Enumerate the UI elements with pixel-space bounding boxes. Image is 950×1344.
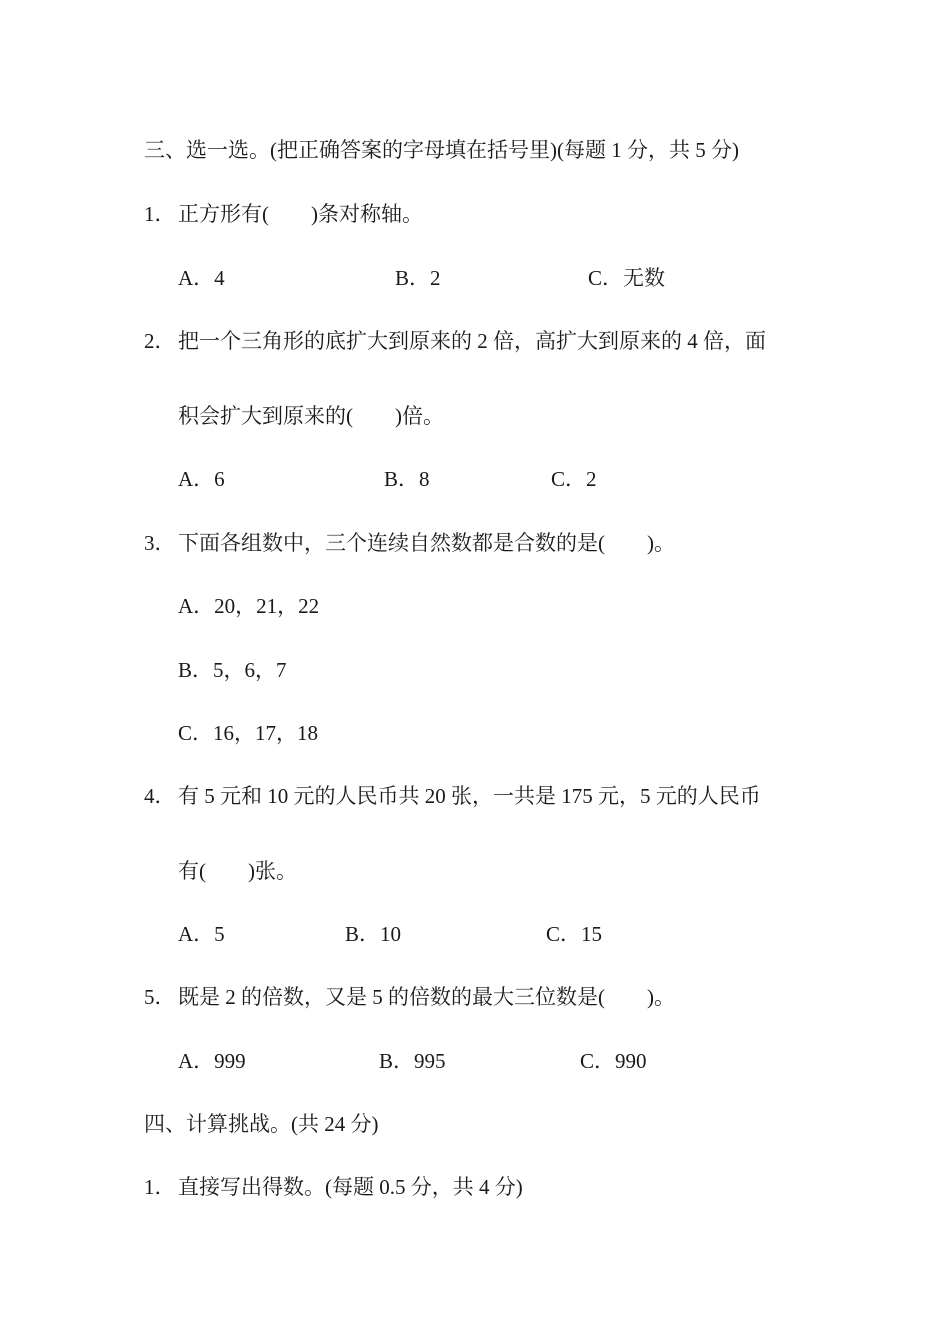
question-3 [144,529,675,557]
question-number: 4． [144,784,176,808]
question-number: 3． [144,531,176,555]
q5-option-b: B．995 [379,1049,446,1073]
section-3-title: 三、选一选。(把正确答案的字母填在括号里)(每题 1 分，共 5 分) [144,138,739,162]
q2-option-c: C．2 [551,467,597,491]
q3-option-b: B．5，6，7 [178,658,287,682]
question-text: 正方形有( )条对称轴。 [178,202,423,226]
question-4-continued: 有( )张。 [178,859,297,883]
question-text: 把一个三角形的底扩大到原来的 2 倍，高扩大到原来的 4 倍，面 [178,329,766,353]
question-number: 1． [144,202,176,226]
q3-option-a: A．20，21，22 [178,594,320,618]
q1-option-c: C．无数 [588,266,666,290]
q4-option-b: B．10 [345,922,402,946]
q3-option-c: C．16，17，18 [178,721,319,745]
q5-option-c: C．990 [580,1049,647,1073]
question-text: 下面各组数中，三个连续自然数都是合数的是( )。 [178,531,675,555]
question-5 [144,983,675,1011]
q2-option-b: B．8 [384,467,430,491]
q1-option-a: A．4 [178,266,225,290]
question-text: 有 5 元和 10 元的人民币共 20 张，一共是 175 元，5 元的人民币 [178,784,761,808]
section-4-sub-1 [144,1173,523,1201]
question-number: 5． [144,985,176,1009]
question-number: 2． [144,329,176,353]
q2-option-a: A．6 [178,467,225,491]
question-4 [144,782,761,810]
q4-option-c: C．15 [546,922,603,946]
section-4-title: 四、计算挑战。(共 24 分) [144,1112,379,1136]
question-text: 既是 2 的倍数，又是 5 的倍数的最大三位数是( )。 [178,985,675,1009]
q5-option-a: A．999 [178,1049,246,1073]
question-text: 直接写出得数。(每题 0.5 分，共 4 分) [178,1175,523,1199]
question-number: 1． [144,1175,176,1199]
question-1 [144,200,423,228]
question-2-continued: 积会扩大到原来的( )倍。 [178,404,444,428]
question-2 [144,327,766,355]
q4-option-a: A．5 [178,922,225,946]
q1-option-b: B．2 [395,266,441,290]
